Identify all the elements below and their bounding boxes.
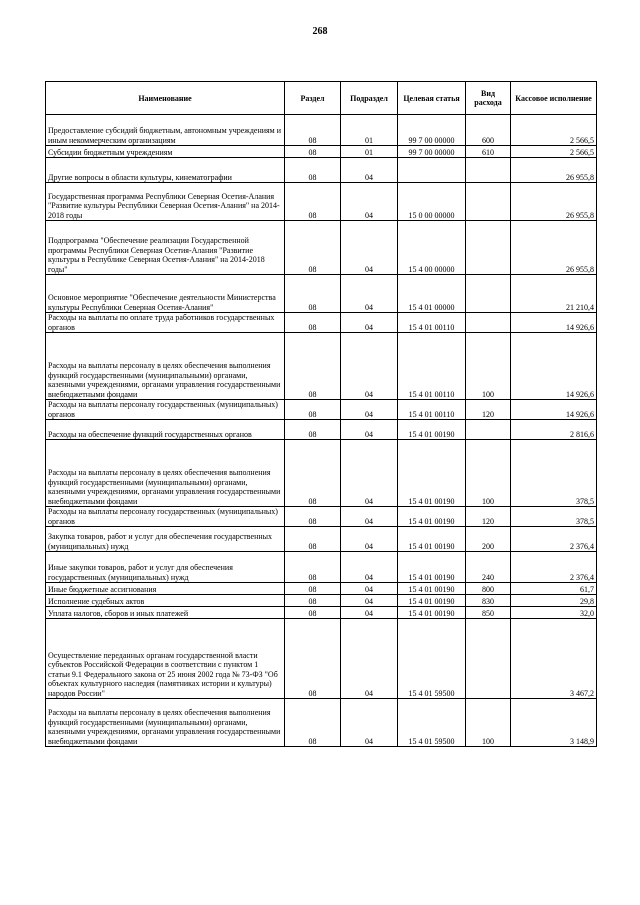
header-vid: Вид расхода <box>466 82 511 115</box>
cell-vid: 100 <box>466 699 511 747</box>
cell-vid <box>466 275 511 313</box>
cell-celevaya: 15 4 01 59500 <box>398 699 466 747</box>
cell-vid: 830 <box>466 595 511 607</box>
table-row <box>46 333 597 400</box>
cell-vid: 120 <box>466 507 511 527</box>
cell-podrazdel: 04 <box>341 313 398 333</box>
cell-celevaya: 15 4 01 00190 <box>398 507 466 527</box>
cell-name: Другие вопросы в области культуры, кинематографии <box>46 158 285 183</box>
cell-podrazdel: 04 <box>341 221 398 275</box>
cell-razdel: 08 <box>285 607 341 619</box>
cell-vid: 850 <box>466 607 511 619</box>
cell-name: Субсидии бюджетным учреждениям <box>46 146 285 158</box>
header-celevaya: Целевая статья <box>398 82 466 115</box>
cell-razdel: 08 <box>285 420 341 440</box>
cell-name: Расходы на выплаты персоналу в целях обеспечения выполнения функций государственными (муниципальными) органами, казенными учреждениями, органами управления государственными внебюджетными фондами <box>46 699 285 747</box>
cell-vid: 240 <box>466 552 511 583</box>
cell-podrazdel: 04 <box>341 583 398 595</box>
cell-name: Осуществление переданных органам государственной власти субъектов Российской Федерации в соответствии с пунктом 1 статьи 9.1 Федерального закона от 25 июня 2002 года № 73-ФЗ "Об объектах культурного наследия (памятниках истории и культуры) народов России" <box>46 619 285 699</box>
table-row <box>46 313 597 333</box>
cell-celevaya: 15 4 01 00110 <box>398 333 466 400</box>
cell-vid <box>466 313 511 333</box>
cell-vid: 610 <box>466 146 511 158</box>
cell-name: Основное мероприятие "Обеспечение деятельности Министерства культуры Республики Северная Осетия-Алания" <box>46 275 285 313</box>
cell-celevaya: 15 4 01 00190 <box>398 552 466 583</box>
cell-podrazdel: 01 <box>341 146 398 158</box>
table-row <box>46 183 597 221</box>
cell-name: Иные бюджетные ассигнования <box>46 583 285 595</box>
table-header-row <box>46 82 597 115</box>
cell-podrazdel: 04 <box>341 607 398 619</box>
cell-razdel: 08 <box>285 183 341 221</box>
cell-kassovoe: 2 816,6 <box>511 420 597 440</box>
table-row <box>46 420 597 440</box>
cell-razdel: 08 <box>285 333 341 400</box>
cell-kassovoe: 26 955,8 <box>511 183 597 221</box>
table-row <box>46 527 597 552</box>
header-name: Наименование <box>46 82 285 115</box>
cell-kassovoe: 61,7 <box>511 583 597 595</box>
cell-celevaya: 15 4 01 00190 <box>398 420 466 440</box>
cell-razdel: 08 <box>285 221 341 275</box>
cell-name: Расходы на выплаты персоналу государственных (муниципальных) органов <box>46 400 285 420</box>
table-row <box>46 115 597 146</box>
cell-vid: 200 <box>466 527 511 552</box>
cell-vid <box>466 158 511 183</box>
cell-vid: 100 <box>466 440 511 507</box>
cell-razdel: 08 <box>285 146 341 158</box>
cell-celevaya <box>398 158 466 183</box>
cell-kassovoe: 378,5 <box>511 507 597 527</box>
table-row <box>46 552 597 583</box>
cell-razdel: 08 <box>285 115 341 146</box>
cell-podrazdel: 04 <box>341 158 398 183</box>
cell-podrazdel: 04 <box>341 183 398 221</box>
table-row <box>46 400 597 420</box>
cell-podrazdel: 04 <box>341 440 398 507</box>
cell-name: Закупка товаров, работ и услуг для обеспечения государственных (муниципальных) нужд <box>46 527 285 552</box>
cell-kassovoe: 14 926,6 <box>511 333 597 400</box>
cell-name: Расходы на выплаты персоналу в целях обеспечения выполнения функций государственными (муниципальными) органами, казенными учреждениями, органами управления государственными внебюджетными фондами <box>46 440 285 507</box>
cell-kassovoe: 32,0 <box>511 607 597 619</box>
cell-name: Подпрограмма "Обеспечение реализации Государственной программы Республики Северная Осетия-Алания "Развитие культуры в Республике Северная Осетия-Алания" на 2014-2018 годы" <box>46 221 285 275</box>
cell-podrazdel: 04 <box>341 619 398 699</box>
cell-podrazdel: 04 <box>341 552 398 583</box>
cell-razdel: 08 <box>285 527 341 552</box>
cell-podrazdel: 04 <box>341 400 398 420</box>
table-row <box>46 607 597 619</box>
cell-celevaya: 15 4 01 59500 <box>398 619 466 699</box>
cell-kassovoe: 3 148,9 <box>511 699 597 747</box>
cell-podrazdel: 04 <box>341 527 398 552</box>
cell-celevaya: 15 4 01 00000 <box>398 275 466 313</box>
cell-podrazdel: 04 <box>341 275 398 313</box>
cell-podrazdel: 01 <box>341 115 398 146</box>
header-razdel: Раздел <box>285 82 341 115</box>
cell-podrazdel: 04 <box>341 333 398 400</box>
cell-name: Расходы на выплаты по оплате труда работников государственных органов <box>46 313 285 333</box>
cell-kassovoe: 26 955,8 <box>511 221 597 275</box>
table-row <box>46 275 597 313</box>
header-kassovoe: Кассовое исполнение <box>511 82 597 115</box>
cell-razdel: 08 <box>285 158 341 183</box>
cell-razdel: 08 <box>285 583 341 595</box>
cell-kassovoe: 21 210,4 <box>511 275 597 313</box>
cell-vid: 100 <box>466 333 511 400</box>
cell-name: Расходы на выплаты персоналу в целях обеспечения выполнения функций государственными (муниципальными) органами, казенными учреждениями, органами управления государственными внебюджетными фондами <box>46 333 285 400</box>
cell-name: Предоставление субсидий бюджетным, автономным учреждениям и иным некоммерческим организациям <box>46 115 285 146</box>
table-row <box>46 440 597 507</box>
table-row <box>46 507 597 527</box>
table-row <box>46 583 597 595</box>
cell-kassovoe: 26 955,8 <box>511 158 597 183</box>
cell-celevaya: 99 7 00 00000 <box>398 146 466 158</box>
cell-celevaya: 15 4 01 00190 <box>398 583 466 595</box>
cell-celevaya: 15 4 01 00190 <box>398 440 466 507</box>
cell-vid: 600 <box>466 115 511 146</box>
cell-name: Исполнение судебных актов <box>46 595 285 607</box>
table-body <box>46 115 597 747</box>
cell-vid <box>466 619 511 699</box>
cell-kassovoe: 14 926,6 <box>511 313 597 333</box>
cell-vid <box>466 183 511 221</box>
cell-razdel: 08 <box>285 313 341 333</box>
table-row <box>46 595 597 607</box>
cell-podrazdel: 04 <box>341 420 398 440</box>
cell-razdel: 08 <box>285 699 341 747</box>
cell-vid: 120 <box>466 400 511 420</box>
cell-razdel: 08 <box>285 619 341 699</box>
table-row <box>46 158 597 183</box>
cell-celevaya: 15 4 01 00110 <box>398 400 466 420</box>
cell-kassovoe: 2 566,5 <box>511 115 597 146</box>
cell-name: Уплата налогов, сборов и иных платежей <box>46 607 285 619</box>
cell-kassovoe: 2 376,4 <box>511 552 597 583</box>
cell-celevaya: 15 4 01 00190 <box>398 595 466 607</box>
cell-kassovoe: 2 566,5 <box>511 146 597 158</box>
cell-celevaya: 15 4 01 00190 <box>398 607 466 619</box>
table-row <box>46 619 597 699</box>
table-row <box>46 699 597 747</box>
cell-celevaya: 15 4 00 00000 <box>398 221 466 275</box>
budget-table <box>45 81 597 747</box>
cell-kassovoe: 14 926,6 <box>511 400 597 420</box>
cell-razdel: 08 <box>285 275 341 313</box>
cell-celevaya: 15 4 01 00190 <box>398 527 466 552</box>
cell-kassovoe: 29,8 <box>511 595 597 607</box>
page-number: 268 <box>312 26 328 37</box>
cell-kassovoe: 3 467,2 <box>511 619 597 699</box>
cell-name: Иные закупки товаров, работ и услуг для обеспечения государственных (муниципальных) нужд <box>46 552 285 583</box>
cell-razdel: 08 <box>285 440 341 507</box>
cell-name: Расходы на обеспечение функций государственных органов <box>46 420 285 440</box>
cell-podrazdel: 04 <box>341 595 398 607</box>
header-podrazdel: Подраздел <box>341 82 398 115</box>
cell-kassovoe: 378,5 <box>511 440 597 507</box>
cell-podrazdel: 04 <box>341 699 398 747</box>
cell-razdel: 08 <box>285 552 341 583</box>
cell-razdel: 08 <box>285 507 341 527</box>
table-row <box>46 146 597 158</box>
cell-vid: 800 <box>466 583 511 595</box>
cell-vid <box>466 221 511 275</box>
cell-kassovoe: 2 376,4 <box>511 527 597 552</box>
cell-celevaya: 15 4 01 00110 <box>398 313 466 333</box>
cell-razdel: 08 <box>285 400 341 420</box>
cell-celevaya: 99 7 00 00000 <box>398 115 466 146</box>
cell-podrazdel: 04 <box>341 507 398 527</box>
cell-celevaya: 15 0 00 00000 <box>398 183 466 221</box>
table-row <box>46 221 597 275</box>
cell-name: Расходы на выплаты персоналу государственных (муниципальных) органов <box>46 507 285 527</box>
cell-razdel: 08 <box>285 595 341 607</box>
cell-name: Государственная программа Республики Северная Осетия-Алания "Развитие культуры Республики Северная Осетия-Алания" на 2014-2018 годы <box>46 183 285 221</box>
cell-vid <box>466 420 511 440</box>
